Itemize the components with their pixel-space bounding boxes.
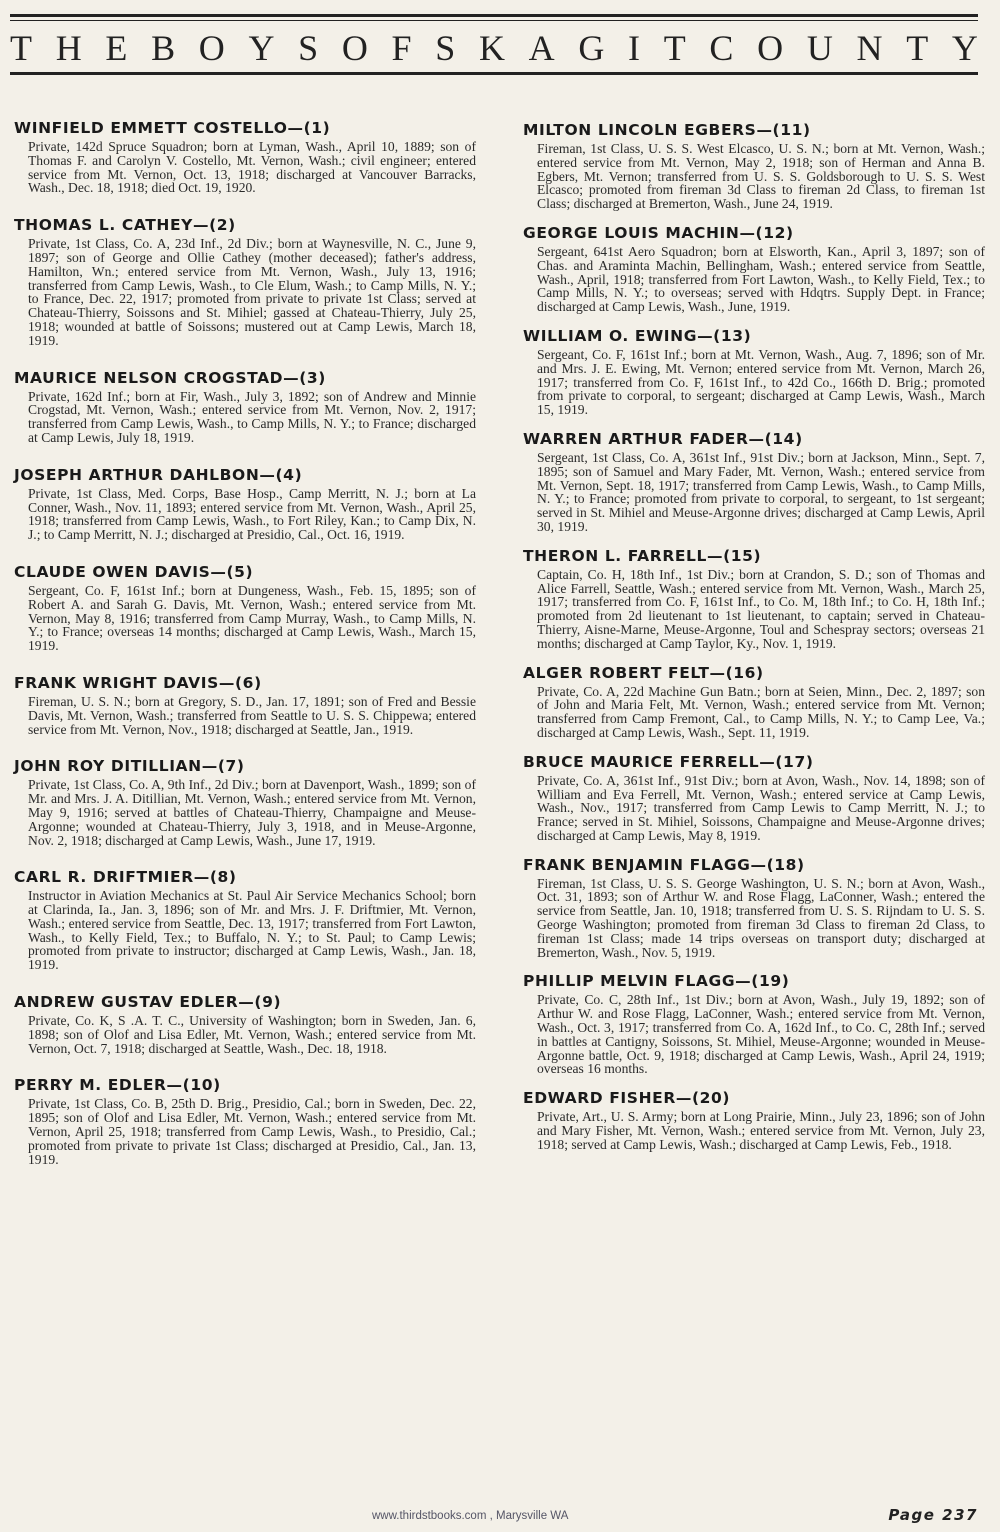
title-letter: E [105, 28, 128, 68]
service-record-entry [523, 223, 985, 314]
service-record-text: Sergeant, Co. F, 161st Inf.; born at Mt. Vernon, Wash., Aug. 7, 1896; son of Mr. and Mrs. J. E. Ewing, Mt. Vernon; entered service from Mt. Vernon, March 26, 1917; transferred from Co. F, 161st Inf., to 42d Co., 166th D. Brig.; promoted from private to corporal, to sergeant; discharged at Camp Lewis, Wash., March 15, 1919. [537, 346, 985, 418]
header-rule-top-thin [10, 20, 978, 21]
service-record-text: Private, 162d Inf.; born at Fir, Wash., July 3, 1892; son of Andrew and Minnie Crogstad, Mt. Vernon, Wash.; entered service from Mt. Vernon, Nov. 2, 1917; transferred from Camp Lewis, Wash., to Camp Mills, N. Y.; to France; discharged at Camp Lewis, July 18, 1919. [28, 388, 476, 445]
service-record-entry [523, 1088, 985, 1151]
service-record-text: Private, Co. A, 22d Machine Gun Batn.; born at Seien, Minn., Dec. 2, 1897; son of John and Maria Felt, Mt. Vernon, Wash.; entered service from Mt. Vernon; transferred from Camp Fremont, Cal., to Camp Mills, N. Y.; to Camp Lee, Va.; discharged at Camp Lewis, Wash., Sept. 11, 1919. [537, 683, 985, 740]
service-record-text: Private, 1st Class, Co. A, 23d Inf., 2d Div.; born at Waynesville, N. C., June 9, 1897; son of George and Ollie Cathey (mother deceased); father's address, Hamilton, Wn.; entered service from Mt. Vernon, Wash., July 13, 1916; transferred from Camp Lewis, Wash., to Cle Elum, Wash.; to Camp Mills, N. Y.; to France, Dec. 22, 1917; promoted from private to private 1st Class; served at Chateau-Thierry, Soissons and St. Mihiel; gassed at Chateau-Thierry, July 25, 1918; wounded at battle of Soissons; mustered out at Camp Lewis, March 18, 1919. [28, 236, 476, 348]
service-record-text: Private, Co. K, S .A. T. C., University of Washington; born in Sweden, Jan. 6, 1898; son of Olof and Lisa Edler, Mt. Vernon, Wash.; entered service from Mt. Vernon, Oct. 7, 1918; discharged at Seattle, Wash., Dec. 18, 1918. [28, 1013, 476, 1056]
title-letter: I [628, 28, 641, 68]
soldier-name: MILTON LINCOLN EGBERS—(11) [523, 121, 811, 139]
soldier-name: ALGER ROBERT FELT—(16) [523, 663, 764, 682]
title-letter: O [341, 28, 368, 68]
soldier-name: EDWARD FISHER—(20) [523, 1089, 731, 1108]
soldier-name: PERRY M. EDLER—(10) [14, 1076, 221, 1095]
service-record-entry [14, 118, 476, 195]
service-record-entry [14, 756, 476, 847]
title-letter: T [906, 28, 929, 68]
service-record-text: Instructor in Aviation Mechanics at St. Paul Air Service Mechanics School; born at Clarinda, Ia., Jan. 3, 1896; son of Mr. and Mrs. J. F. Driftmier, Mt. Vernon, Wash.; entered service from Seattle, Dec. 13, 1917; transferred from Fort Lawton, Wash., to Kelly Field, Tex.; to Buffalo, N. Y.; to St. Paul; to Camp Lewis; promoted from private to instructor; discharged at Camp Lewis, Wash., Jan. 18, 1919. [28, 888, 476, 973]
title-letter: B [151, 28, 176, 68]
soldier-name: JOHN ROY DITILLIAN—(7) [14, 757, 245, 776]
left-column [14, 118, 476, 1166]
service-record-entry [14, 992, 476, 1055]
footer-url[interactable]: www.thirdstbooks.com , Marysville WA [372, 1510, 569, 1522]
right-column [523, 120, 985, 1152]
soldier-name: JOSEPH ARTHUR DAHLBON—(4) [14, 465, 303, 484]
title-letter: T [663, 28, 686, 68]
service-record-entry [523, 971, 985, 1076]
title-letter: A [528, 28, 555, 68]
soldier-name: WARREN ARTHUR FADER—(14) [523, 429, 803, 448]
service-record-entry [523, 429, 985, 534]
soldier-name: WILLIAM O. EWING—(13) [523, 326, 752, 345]
service-record-text: Fireman, 1st Class, U. S. S. George Washington, U. S. N.; born at Avon, Wash., Oct. 31, 1893; son of Arthur W. and Rose Flagg, LaConner, Wash.; entered the service from Seattle, Jan. 10, 1918; transferred from U. S. S. Rijndam to U. S. S. George Washington; promoted from fireman 3d Class to fireman 2d Class, to fireman 1st Class; made 14 trips overseas on transport duty; discharged at Bremerton, Wash., Nov. 5, 1919. [537, 875, 985, 960]
service-record-text: Private, 1st Class, Co. B, 25th D. Brig., Presidio, Cal.; born in Sweden, Dec. 22, 1895; son of Olof and Lisa Edler, Mt. Vernon, Wash.; entered service from Mt. Vernon, April 25, 1918; transferred from Camp Lewis, Wash., to Presidio, Cal.; promoted from private to private 1st Class; discharged at Presidio, Cal., Jan. 13, 1919. [28, 1096, 476, 1167]
soldier-name: WINFIELD EMMETT COSTELLO—(1) [14, 119, 331, 137]
soldier-name: FRANK WRIGHT DAVIS—(6) [14, 673, 262, 692]
service-record-entry [523, 546, 985, 651]
service-record-text: Sergeant, 1st Class, Co. A, 361st Inf., 91st Div.; born at Jackson, Minn., Sept. 7, 1895; son of Samuel and Mary Fader, Mt. Vernon, Wash.; entered service from Mt. Vernon, Sept. 18, 1917; transferred from Camp Lewis, Wash., to Camp Mills, N. Y.; to France; promoted from private to corporal, to sergeant, to 1st sergeant; served in St. Mihiel and Meuse-Argonne drives; discharged at Camp Lewis, April 30, 1919. [537, 449, 985, 534]
service-record-text: Private, Co. C, 28th Inf., 1st Div.; born at Avon, Wash., July 19, 1892; son of Arthur W. and Rose Flagg, LaConner, Wash.; entered service from Mt. Vernon, Wash., Oct. 3, 1917; transferred from Co. A, 162d Inf., to Co. C, 28th Inf.; served in battles at Cantigny, Soissons, St. Mihiel, Meuse-Argonne; wounded in Meuse-Argonne battle, Oct. 9, 1918; discharged at Camp Lewis, Wash., April 24, 1919; overseas 16 months. [537, 992, 985, 1077]
title-letter: S [435, 28, 456, 68]
header-rule-top [10, 14, 978, 17]
soldier-name: GEORGE LOUIS MACHIN—(12) [523, 223, 794, 242]
service-record-entry [14, 867, 476, 972]
title-letter: C [709, 28, 734, 68]
title-letter: H [55, 28, 82, 68]
service-record-entry [14, 673, 476, 736]
service-record-text: Private, 142d Spruce Squadron; born at Lyman, Wash., April 10, 1889; son of Thomas F. and Carolyn V. Costello, Mt. Vernon, Wash.; civil engineer; entered service from Mt. Vernon, Oct. 13, 1918; discharged at Vancouver Barracks, Wash., Dec. 18, 1918; died Oct. 19, 1920. [28, 139, 476, 196]
title-letter: T [10, 28, 32, 68]
soldier-name: BRUCE MAURICE FERRELL—(17) [523, 752, 814, 771]
title-letter: F [391, 28, 412, 68]
title-letter: Y [951, 28, 978, 68]
soldier-name: CLAUDE OWEN DAVIS—(5) [14, 562, 254, 581]
soldier-name: CARL R. DRIFTMIER—(8) [14, 868, 237, 887]
title-letter: N [856, 28, 883, 68]
soldier-name: MAURICE NELSON CROGSTAD—(3) [14, 368, 326, 387]
title-letter: O [757, 28, 784, 68]
service-record-text: Private, 1st Class, Co. A, 9th Inf., 2d Div.; born at Davenport, Wash., 1899; son of Mr. and Mrs. J. A. Ditillian, Mt. Vernon, Wash.; entered service from Mt. Vernon, May 9, 1916; served at battles of Chateau-Thierry, Champaigne and Meuse-Argonne; wounded at Chateau-Thierry, July 3, 1918, and in Meuse-Argonne, Nov. 2, 1918; discharged at Camp Lewis, Wash., June 17, 1919. [28, 777, 476, 848]
service-record-entry [523, 326, 985, 417]
service-record-text: Private, Co. A, 361st Inf., 91st Div.; born at Avon, Wash., Nov. 14, 1898; son of William and Eva Ferrell, Mt. Vernon, Wash.; entered service at Camp Lewis, Wash., Nov., 1917; transferred from Camp Lewis to Camp Merritt, N. J.; to France; served in St. Mihiel, Soissons, Champaigne and Meuse-Argonne drives; discharged at Camp Lewis, May 8, 1919. [537, 772, 985, 843]
title-letter: O [198, 28, 225, 68]
page-title [10, 26, 978, 70]
service-record-entry [523, 120, 985, 211]
page-number: Page 237 [888, 1506, 978, 1524]
service-record-text: Sergeant, 641st Aero Squadron; born at Elsworth, Kan., April 3, 1897; son of Chas. and Araminta Machin, Bellingham, Wash.; entered service from Seattle, Wash., April, 1918; transferred from Fort Lawton, Wash., to Kelly Field, Tex.; to Camp Mills, N. Y.; to overseas; served with Hdqtrs. Supply Dept. in France; discharged at Camp Lewis, Wash., June, 1919. [537, 243, 985, 315]
title-letter: U [806, 28, 833, 68]
soldier-name: PHILLIP MELVIN FLAGG—(19) [523, 972, 790, 991]
title-letter: G [578, 28, 605, 68]
service-record-entry [14, 1075, 476, 1166]
title-letter: S [298, 28, 319, 68]
service-record-entry [523, 752, 985, 843]
title-letter: K [478, 28, 505, 68]
soldier-name: THERON L. FARRELL—(15) [523, 546, 762, 565]
service-record-text: Sergeant, Co. F, 161st Inf.; born at Dungeness, Wash., Feb. 15, 1895; son of Robert A. and Sarah G. Davis, Mt. Vernon, Wash.; entered service from Mt. Vernon, May 8, 1916; transferred from Camp Murray, Wash., to Camp Mills, N. Y.; to France; overseas 14 months; discharged at Camp Lewis, Wash., March 15, 1919. [28, 582, 476, 654]
service-record-entry [14, 215, 476, 347]
soldier-name: THOMAS L. CATHEY—(2) [14, 216, 236, 235]
soldier-name: ANDREW GUSTAV EDLER—(9) [14, 993, 282, 1012]
service-record-text: Fireman, U. S. N.; born at Gregory, S. D., Jan. 17, 1891; son of Fred and Bessie Davis, Mt. Vernon, Wash.; transferred from Seattle to U. S. S. Chippewa; entered service from Mt. Vernon, Nov., 1918; discharged at Seattle, Jan., 1919. [28, 693, 476, 737]
soldier-name: FRANK BENJAMIN FLAGG—(18) [523, 855, 805, 874]
service-record-text: Fireman, 1st Class, U. S. S. West Elcasco, U. S. N.; born at Mt. Vernon, Wash.; entered service from Mt. Vernon, May 2, 1918; son of Herman and Anna B. Egbers, Mt. Vernon; transferred from U. S. S. Goldsborough to U. S. S. West Elcasco; promoted from fireman 3d Class to fireman 2d Class, to fireman 1st Class; discharged at Bremerton, Wash., June 24, 1919. [537, 141, 985, 212]
header-rule-bottom [10, 72, 978, 75]
title-letter: Y [248, 28, 275, 68]
service-record-text: Private, Art., U. S. Army; born at Long Prairie, Minn., July 23, 1896; son of John and Mary Fisher, Mt. Vernon, Wash.; entered service from Mt. Vernon, July 23, 1918; served at Camp Lewis, Wash.; discharged at Camp Lewis, Feb., 1918. [537, 1109, 985, 1152]
service-record-entry [14, 562, 476, 653]
service-record-text: Private, 1st Class, Med. Corps, Base Hosp., Camp Merritt, N. J.; born at La Conner, Wash., Nov. 11, 1893; entered service from Mt. Vernon, Wash., April 25, 1918; transferred from Camp Lewis, Wash., to Fort Riley, Kan.; to Camp Dix, N. J.; to Camp Merritt, N. J.; discharged at Presidio, Cal., Oct. 16, 1919. [28, 485, 476, 543]
service-record-entry [14, 368, 476, 445]
service-record-entry [523, 663, 985, 740]
service-record-entry [14, 465, 476, 542]
service-record-entry [523, 855, 985, 960]
service-record-text: Captain, Co. H, 18th Inf., 1st Div.; born at Crandon, S. D.; son of Thomas and Alice Farrell, Seattle, Wash.; entered service from Mt. Vernon, Wash., March 25, 1917; transferred from Co. F, 161st Inf., to Co. M, 18th Inf.; to Co. H, 18th Inf.; promoted from 2d lieutenant to 1st lieutenant, to captain; served in Chateau-Thierry, Aisne-Marne, Meuse-Argonne, Toul and Schespray sectors; overseas 21 months; discharged at Camp Taylor, Ky., Nov. 1, 1919. [537, 566, 985, 651]
